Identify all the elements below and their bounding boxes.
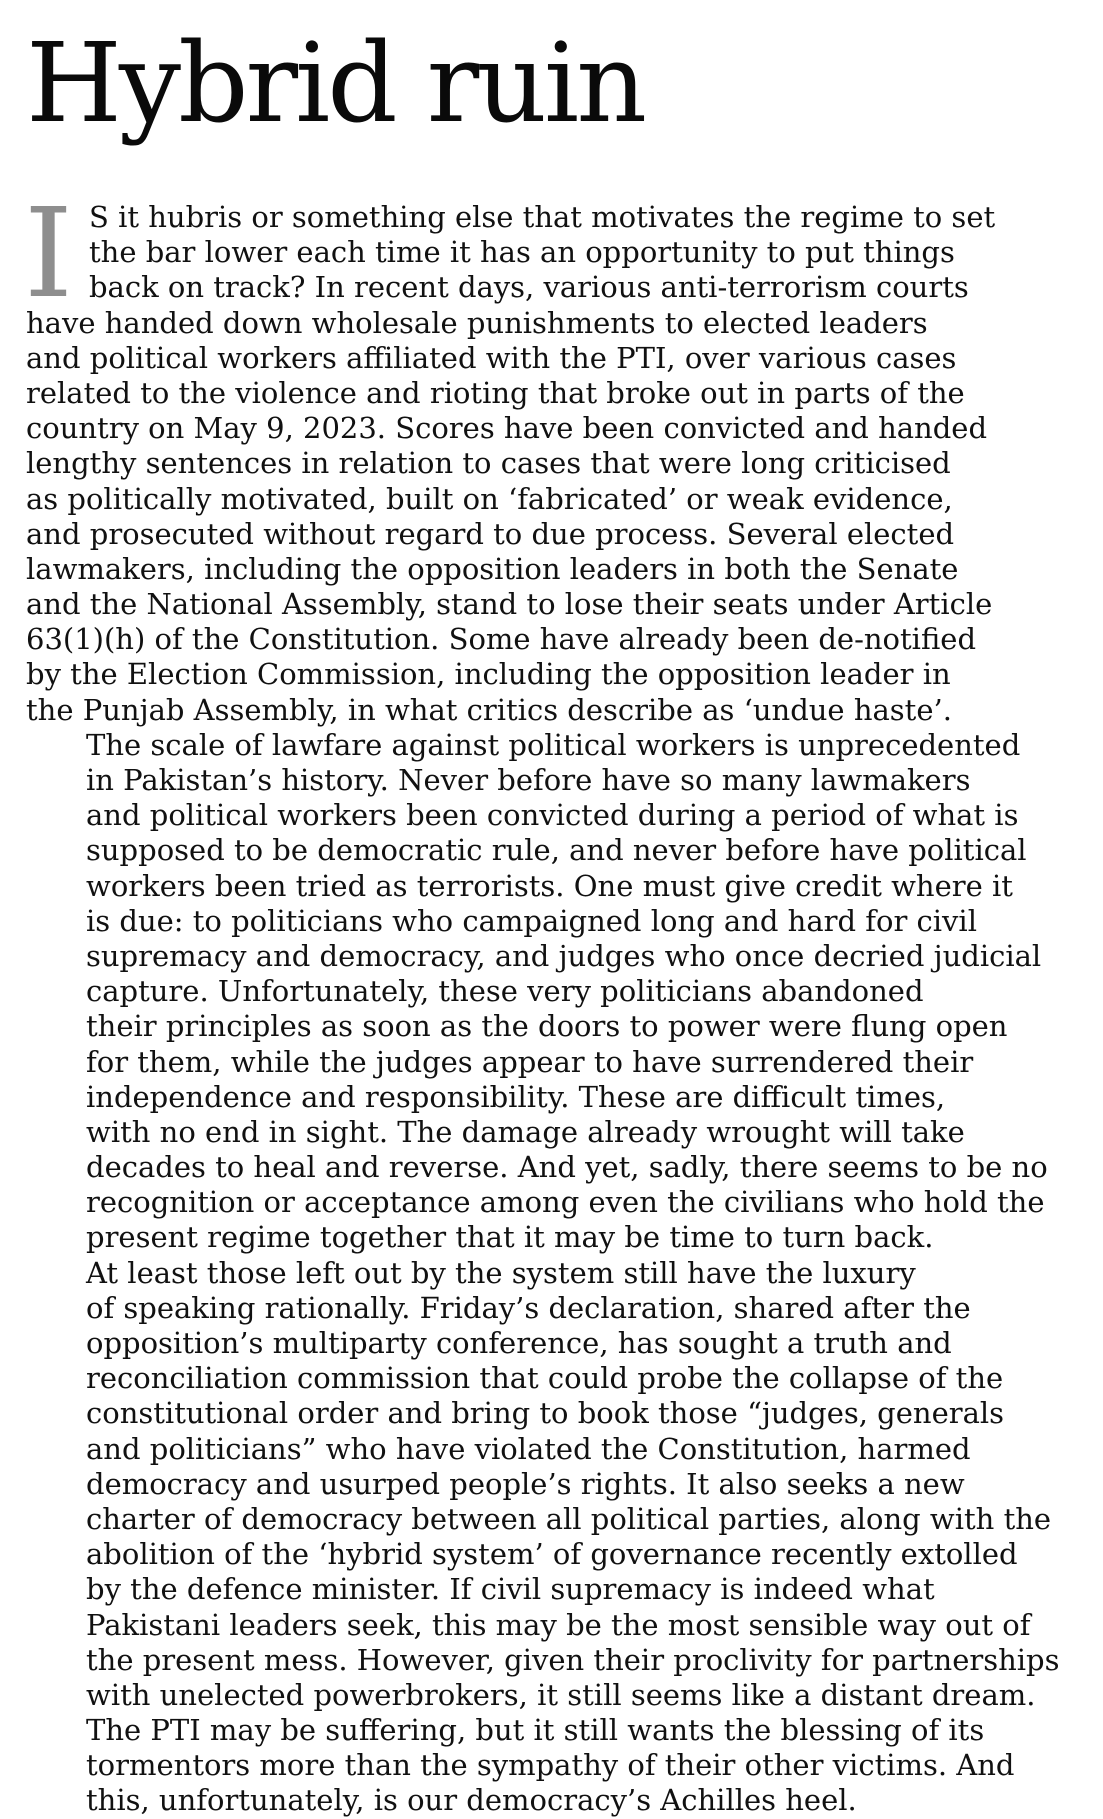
- paragraph-1: [24, 182, 1081, 728]
- text-line: and politicians” who have violated the Constitution, harmed: [86, 1431, 971, 1466]
- text-line: as politically motivated, built on ‘fabricated’ or weak evidence,: [26, 481, 953, 516]
- text-line: the Punjab Assembly, in what critics describe as ‘undue haste’.: [26, 692, 952, 727]
- headline: Hybrid ruin: [26, 19, 645, 147]
- text-line: lengthy sentences in relation to cases that were long criticised: [26, 446, 951, 481]
- text-line: for them, while the judges appear to have surrendered their: [86, 1044, 974, 1079]
- text-line: tormentors more than the sympathy of their other victims. And: [86, 1748, 1015, 1783]
- article-body: [24, 182, 1081, 1819]
- text-line: their principles as soon as the doors to power were flung open: [86, 1009, 1008, 1044]
- text-line: the bar lower each time it has an opportunity to put things: [88, 235, 955, 270]
- text-line: workers been tried as terrorists. One must give credit where it: [86, 868, 1013, 903]
- text-line: this, unfortunately, is our democracy’s Achilles heel.: [86, 1783, 857, 1818]
- text-line: by the defence minister. If civil supremacy is indeed what: [86, 1572, 935, 1607]
- text-line: 63(1)(h) of the Constitution. Some have already been de-notified: [26, 622, 977, 657]
- text-line: At least those left out by the system still have the luxury: [86, 1255, 916, 1290]
- text-line: abolition of the ‘hybrid system’ of governance recently extolled: [86, 1537, 1018, 1572]
- text-line: is due: to politicians who campaigned long and hard for civil: [86, 903, 977, 938]
- text-line: of speaking rationally. Friday’s declaration, shared after the: [86, 1290, 971, 1325]
- text-line: lawmakers, including the opposition leaders in both the Senate: [26, 551, 959, 586]
- text-line: The scale of lawfare against political workers is unprecedented: [86, 727, 1021, 762]
- paragraph-2: [26, 728, 1081, 1256]
- editorial-article: [26, 0, 1081, 1819]
- text-line: have handed down wholesale punishments to elected leaders: [26, 305, 928, 340]
- text-line: in Pakistan’s history. Never before have so many lawmakers: [86, 763, 971, 797]
- text-line: and prosecuted without regard to due process. Several elected: [26, 516, 955, 551]
- text-line: Pakistani leaders seek, this may be the most sensible way out of: [86, 1607, 1031, 1642]
- text-line: and the National Assembly, stand to lose their seats under Article: [26, 587, 993, 622]
- text-line: S it hubris or something else that motivates the regime to set: [88, 200, 996, 234]
- drop-cap: I: [24, 182, 73, 326]
- text-line: constitutional order and bring to book those “judges, generals: [86, 1396, 1005, 1431]
- text-line: by the Election Commission, including the opposition leader in: [26, 657, 951, 692]
- text-line: charter of democracy between all political parties, along with the: [86, 1501, 1052, 1536]
- text-line: present regime together that it may be time to turn back.: [86, 1220, 934, 1255]
- text-line: capture. Unfortunately, these very politicians abandoned: [86, 974, 924, 1009]
- text-line: with unelected powerbrokers, it still seems like a distant dream.: [86, 1677, 1036, 1712]
- text-line: supremacy and democracy, and judges who once decried judicial: [86, 938, 1042, 973]
- text-line: country on May 9, 2023. Scores have been convicted and handed: [26, 411, 988, 446]
- text-line: and political workers been convicted during a period of what is: [86, 798, 1019, 833]
- text-line: democracy and usurped people’s rights. It also seeks a new: [86, 1466, 965, 1501]
- text-line: decades to heal and reverse. And yet, sadly, there seems to be no: [86, 1150, 1048, 1185]
- paragraph-3: [26, 1256, 1081, 1819]
- text-line: related to the violence and rioting that broke out in parts of the: [26, 375, 965, 410]
- text-line: the present mess. However, given their proclivity for partnerships: [86, 1642, 1060, 1677]
- text-line: independence and responsibility. These are difficult times,: [86, 1079, 946, 1114]
- text-line: with no end in sight. The damage already wrought will take: [86, 1114, 965, 1149]
- text-line: reconciliation commission that could probe the collapse of the: [86, 1361, 1004, 1396]
- text-line: The PTI may be suffering, but it still wants the blessing of its: [86, 1713, 985, 1748]
- text-line: opposition’s multiparty conference, has sought a truth and: [86, 1326, 952, 1360]
- text-line: back on track? In recent days, various anti-terrorism courts: [88, 270, 969, 305]
- text-line: supposed to be democratic rule, and never before have political: [86, 833, 1027, 868]
- text-line: recognition or acceptance among even the civilians who hold the: [86, 1185, 1045, 1220]
- text-line: and political workers affiliated with the PTI, over various cases: [26, 340, 957, 375]
